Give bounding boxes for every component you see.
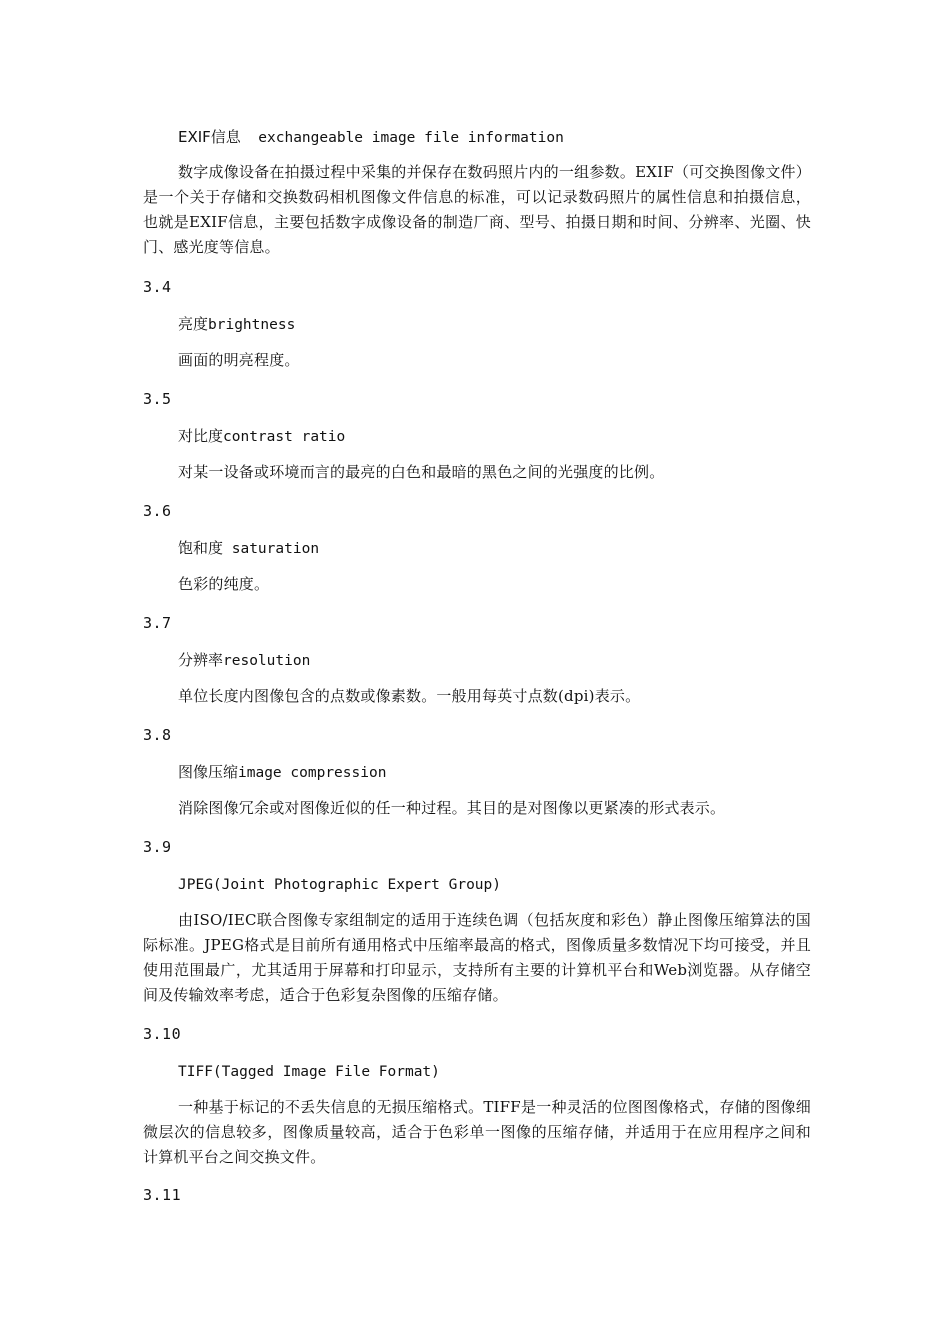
term-chinese: 饱和度 <box>178 539 224 557</box>
section-number-3-11: 3.11 <box>143 1186 182 1204</box>
term-english: JPEG(Joint Photographic Expert Group) <box>178 877 502 893</box>
section-number-3-6: 3.6 <box>143 502 172 520</box>
definition-jpeg: 由ISO/IEC联合图像专家组制定的适用于连续色调（包括灰度和彩色）静止图像压缩算法的国际标准。JPEG格式是目前所有通用格式中压缩率最高的格式，图像质量多数情况下均可接受，并且使用范围最广，尤其适用于屏幕和打印显示，支持所有主要的计算机平台和Web浏览器。从存储空间及传输效率考虑，适合于色彩复杂图像的压缩存储。 <box>143 911 811 1004</box>
term-english: exchangeable image file information <box>240 130 564 146</box>
term-english: saturation <box>223 541 320 557</box>
term-heading-saturation <box>178 538 319 559</box>
term-heading-image-compression <box>178 762 386 783</box>
term-heading-tiff <box>178 1061 440 1082</box>
section-number-3-10: 3.10 <box>143 1025 182 1043</box>
term-english: resolution <box>223 653 311 669</box>
definition-saturation: 色彩的纯度。 <box>178 575 270 593</box>
term-chinese: 对比度 <box>178 427 224 445</box>
term-heading-brightness <box>178 314 295 335</box>
section-number-3-8: 3.8 <box>143 726 172 744</box>
term-chinese: EXIF信息 <box>178 128 241 146</box>
term-heading-exif <box>178 127 564 148</box>
term-chinese: 图像压缩 <box>178 763 239 781</box>
section-number-3-5: 3.5 <box>143 390 172 408</box>
definition-contrast: 对某一设备或环境而言的最亮的白色和最暗的黑色之间的光强度的比例。 <box>178 463 665 481</box>
term-chinese: 亮度 <box>178 315 209 333</box>
term-heading-resolution <box>178 650 310 671</box>
term-english: image compression <box>238 765 387 781</box>
definition-tiff: 一种基于标记的不丢失信息的无损压缩格式。TIFF是一种灵活的位图图像格式，存储的图像细微层次的信息较多，图像质量较高，适合于色彩单一图像的压缩存储，并适用于在应用程序之间和计算机平台之间交换文件。 <box>143 1098 811 1166</box>
definition-resolution: 单位长度内图像包含的点数或像素数。一般用每英寸点数(dpi)表示。 <box>178 687 641 705</box>
term-english: brightness <box>208 317 296 333</box>
term-heading-contrast <box>178 426 345 447</box>
definition-exif: 数字成像设备在拍摄过程中采集的并保存在数码照片内的一组参数。EXIF（可交换图像文件）是一个关于存储和交换数码相机图像文件信息的标准，可以记录数码照片的属性信息和拍摄信息，也就是EXIF信息，主要包括数字成像设备的制造厂商、型号、拍摄日期和时间、分辨率、光圈、快门、感光度等信息。 <box>143 163 811 256</box>
term-english: TIFF(Tagged Image File Format) <box>178 1064 440 1080</box>
section-number-3-9: 3.9 <box>143 838 172 856</box>
term-chinese: 分辨率 <box>178 651 224 669</box>
term-english: contrast ratio <box>223 429 346 445</box>
term-heading-jpeg <box>178 874 501 895</box>
section-number-3-4: 3.4 <box>143 278 172 296</box>
definition-image-compression: 消除图像冗余或对图像近似的任一种过程。其目的是对图像以更紧凑的形式表示。 <box>178 799 726 817</box>
definition-brightness: 画面的明亮程度。 <box>178 351 300 369</box>
section-number-3-7: 3.7 <box>143 614 172 632</box>
